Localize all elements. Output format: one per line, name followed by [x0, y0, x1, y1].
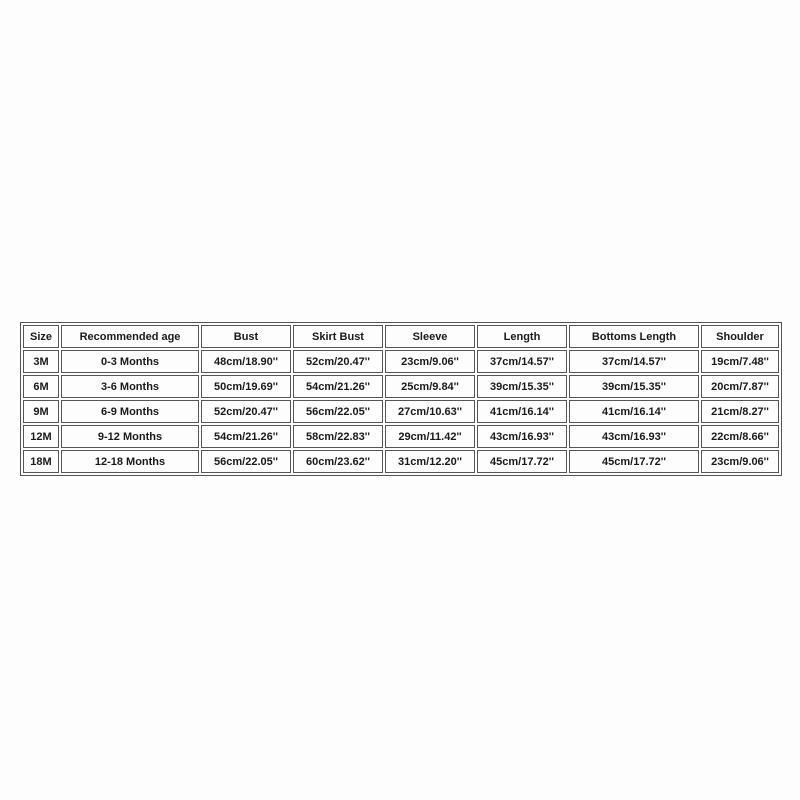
cell-size: 3M [23, 350, 59, 373]
cell-length: 39cm/15.35'' [477, 375, 567, 398]
cell-bottoms-length: 41cm/16.14'' [569, 400, 699, 423]
cell-shoulder: 22cm/8.66'' [701, 425, 779, 448]
header-bust: Bust [201, 325, 291, 348]
cell-bottoms-length: 39cm/15.35'' [569, 375, 699, 398]
table-header-row [23, 325, 779, 348]
cell-skirt-bust: 58cm/22.83'' [293, 425, 383, 448]
cell-shoulder: 19cm/7.48'' [701, 350, 779, 373]
cell-length: 43cm/16.93'' [477, 425, 567, 448]
cell-size: 18M [23, 450, 59, 473]
cell-bust: 50cm/19.69'' [201, 375, 291, 398]
table-row [23, 400, 779, 423]
header-skirt-bust: Skirt Bust [293, 325, 383, 348]
cell-sleeve: 29cm/11.42'' [385, 425, 475, 448]
cell-bust: 52cm/20.47'' [201, 400, 291, 423]
cell-bottoms-length: 37cm/14.57'' [569, 350, 699, 373]
table-row [23, 450, 779, 473]
cell-size: 6M [23, 375, 59, 398]
cell-recommended-age: 9-12 Months [61, 425, 199, 448]
cell-shoulder: 21cm/8.27'' [701, 400, 779, 423]
cell-size: 12M [23, 425, 59, 448]
cell-recommended-age: 12-18 Months [61, 450, 199, 473]
table-row [23, 350, 779, 373]
cell-skirt-bust: 54cm/21.26'' [293, 375, 383, 398]
header-sleeve: Sleeve [385, 325, 475, 348]
cell-bust: 48cm/18.90'' [201, 350, 291, 373]
cell-length: 37cm/14.57'' [477, 350, 567, 373]
cell-recommended-age: 6-9 Months [61, 400, 199, 423]
cell-sleeve: 25cm/9.84'' [385, 375, 475, 398]
cell-length: 41cm/16.14'' [477, 400, 567, 423]
header-recommended-age: Recommended age [61, 325, 199, 348]
cell-skirt-bust: 56cm/22.05'' [293, 400, 383, 423]
table-row [23, 425, 779, 448]
cell-sleeve: 27cm/10.63'' [385, 400, 475, 423]
cell-length: 45cm/17.72'' [477, 450, 567, 473]
header-size: Size [23, 325, 59, 348]
header-shoulder: Shoulder [701, 325, 779, 348]
cell-recommended-age: 0-3 Months [61, 350, 199, 373]
header-bottoms-length: Bottoms Length [569, 325, 699, 348]
cell-bottoms-length: 43cm/16.93'' [569, 425, 699, 448]
size-chart-table [20, 322, 782, 476]
cell-skirt-bust: 52cm/20.47'' [293, 350, 383, 373]
cell-recommended-age: 3-6 Months [61, 375, 199, 398]
cell-shoulder: 23cm/9.06'' [701, 450, 779, 473]
cell-bottoms-length: 45cm/17.72'' [569, 450, 699, 473]
cell-bust: 56cm/22.05'' [201, 450, 291, 473]
table-row [23, 375, 779, 398]
cell-sleeve: 23cm/9.06'' [385, 350, 475, 373]
cell-bust: 54cm/21.26'' [201, 425, 291, 448]
cell-shoulder: 20cm/7.87'' [701, 375, 779, 398]
cell-skirt-bust: 60cm/23.62'' [293, 450, 383, 473]
header-length: Length [477, 325, 567, 348]
cell-sleeve: 31cm/12.20'' [385, 450, 475, 473]
cell-size: 9M [23, 400, 59, 423]
